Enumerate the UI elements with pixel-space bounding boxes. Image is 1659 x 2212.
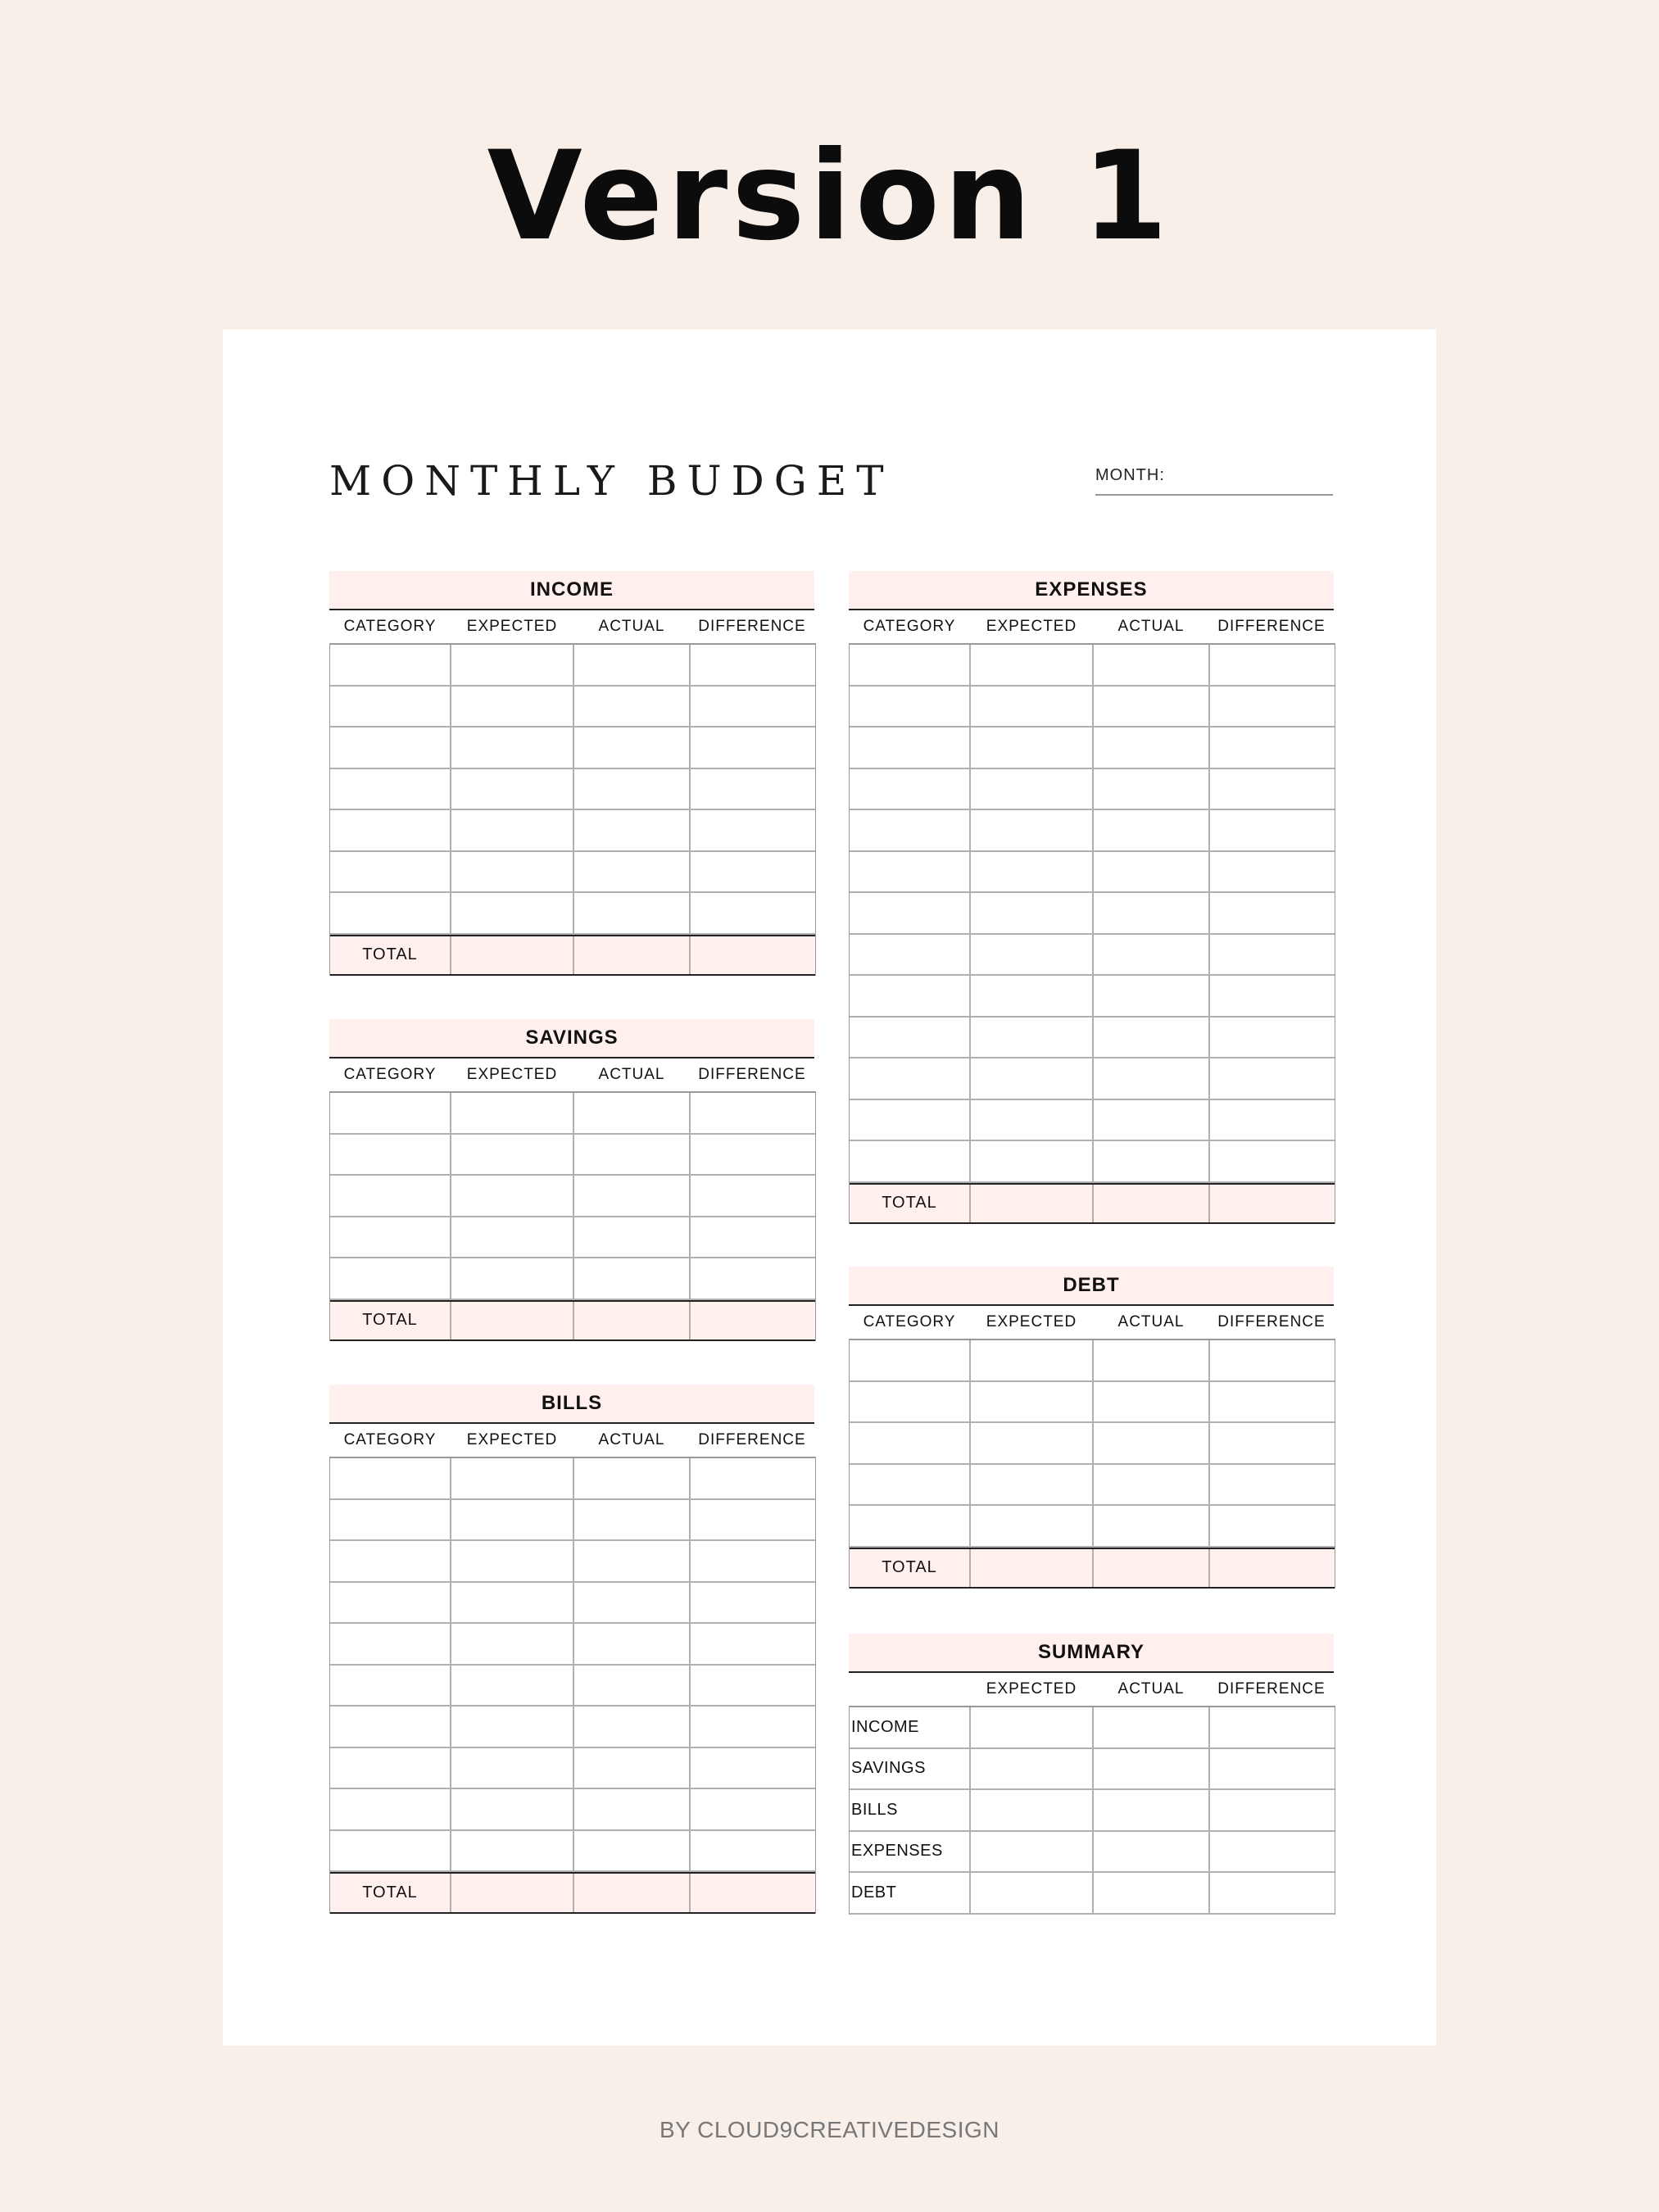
summary-row-label: INCOME [850,1707,971,1747]
table-cell[interactable] [1210,1018,1335,1058]
table-cell[interactable] [1210,1340,1335,1380]
table-row [850,810,1335,852]
table-cell[interactable] [1094,1141,1210,1181]
table-cell[interactable] [574,1666,691,1706]
savings-col-header: CATEGORY [343,1066,437,1083]
table-cell[interactable] [691,1666,815,1706]
table-cell[interactable] [971,1141,1094,1181]
summary-grid [849,1706,1335,1915]
table-cell[interactable] [971,1790,1094,1830]
table-row [330,687,815,728]
table-cell[interactable] [691,1458,815,1498]
expenses-col-header: DIFFERENCE [1217,618,1326,635]
table-row [850,1141,1335,1183]
table-row [850,1506,1335,1548]
table-cell[interactable] [1210,810,1335,850]
table-cell[interactable] [1210,1749,1335,1789]
table-cell[interactable] [691,645,815,685]
total-cell[interactable] [451,1874,574,1912]
table-row [330,893,815,935]
table-cell[interactable] [1094,1790,1210,1830]
total-cell[interactable] [451,936,574,975]
table-cell[interactable] [1210,852,1335,892]
table-cell[interactable] [451,1583,574,1623]
expenses-col-header: CATEGORY [863,618,956,635]
table-row [330,1789,815,1831]
table-cell[interactable] [451,1541,574,1581]
debt-total-row [850,1548,1335,1589]
total-label: TOTAL [850,1549,971,1588]
table-cell[interactable] [971,1749,1094,1789]
table-cell[interactable] [330,1707,451,1747]
table-cell[interactable] [971,1382,1094,1422]
bills-total-row [330,1872,815,1914]
table-cell[interactable] [691,893,815,933]
total-cell[interactable] [574,1302,691,1340]
table-cell[interactable] [971,810,1094,850]
total-cell[interactable] [574,1874,691,1912]
table-cell[interactable] [1094,1506,1210,1546]
table-cell[interactable] [1094,1018,1210,1058]
table-cell[interactable] [451,1093,574,1133]
savings-column-headers [329,1058,814,1093]
table-cell[interactable] [451,645,574,685]
debt-section-title: DEBT [849,1267,1334,1306]
expenses-section-title: EXPENSES [849,571,1334,610]
table-row [850,1100,1335,1142]
table-row [850,769,1335,811]
table-cell[interactable] [451,1831,574,1871]
table-cell[interactable] [574,1624,691,1664]
table-cell[interactable] [574,1541,691,1581]
table-cell[interactable] [330,1831,451,1871]
table-cell[interactable] [1094,1423,1210,1463]
summary-col-header [849,1673,970,1706]
income-col-header: EXPECTED [466,618,558,635]
table-cell[interactable] [971,935,1094,975]
table-cell[interactable] [971,1018,1094,1058]
table-cell[interactable] [574,1583,691,1623]
table-cell[interactable] [691,728,815,768]
table-cell[interactable] [574,1789,691,1829]
table-cell[interactable] [574,769,691,809]
table-cell[interactable] [850,1423,971,1463]
table-row [330,1666,815,1707]
table-cell[interactable] [1210,1832,1335,1872]
table-cell[interactable] [451,1135,574,1175]
table-cell[interactable] [850,1018,971,1058]
table-cell[interactable] [451,1458,574,1498]
table-cell[interactable] [971,1423,1094,1463]
savings-section-title: SAVINGS [329,1019,814,1058]
table-cell[interactable] [971,1707,1094,1747]
table-row [330,1093,815,1135]
table-cell[interactable] [1094,1100,1210,1140]
table-cell[interactable] [1210,1141,1335,1181]
table-cell[interactable] [1210,1100,1335,1140]
table-cell[interactable] [1094,1340,1210,1380]
total-label: TOTAL [330,1302,451,1340]
table-cell[interactable] [1094,645,1210,685]
table-cell[interactable] [971,976,1094,1016]
table-cell[interactable] [451,1666,574,1706]
table-cell[interactable] [971,769,1094,809]
table-cell[interactable] [691,1500,815,1540]
table-row [330,1500,815,1542]
month-field[interactable] [1095,466,1333,496]
table-cell[interactable] [1210,728,1335,768]
table-row [330,1258,815,1300]
table-cell[interactable] [850,687,971,727]
table-cell[interactable] [330,893,451,933]
table-cell[interactable] [1210,1382,1335,1422]
table-row [330,1831,815,1873]
table-cell[interactable] [330,687,451,727]
table-cell[interactable] [971,1506,1094,1546]
table-cell[interactable] [330,728,451,768]
table-cell[interactable] [691,769,815,809]
table-cell[interactable] [1210,1873,1335,1913]
table-cell[interactable] [574,1500,691,1540]
table-row [330,1624,815,1666]
month-label: MONTH: [1095,466,1165,484]
table-cell[interactable] [1094,976,1210,1016]
table-cell[interactable] [574,893,691,933]
total-cell[interactable] [1094,1549,1210,1588]
table-cell[interactable] [691,687,815,727]
table-cell[interactable] [451,810,574,850]
table-cell[interactable] [574,1258,691,1299]
table-row [330,1707,815,1748]
table-cell[interactable] [574,1093,691,1133]
table-cell[interactable] [330,1093,451,1133]
table-cell[interactable] [574,687,691,727]
table-cell[interactable] [1210,893,1335,933]
table-cell[interactable] [574,1217,691,1258]
table-row [330,1217,815,1259]
table-cell[interactable] [330,1624,451,1664]
total-cell[interactable] [691,1874,815,1912]
table-cell[interactable] [691,1583,815,1623]
table-cell[interactable] [971,852,1094,892]
table-cell[interactable] [330,1583,451,1623]
expenses-column-headers [849,610,1334,645]
savings-grid [329,1091,816,1341]
income-grid [329,643,816,976]
bills-section-title: BILLS [329,1385,814,1424]
table-row [850,976,1335,1018]
table-cell[interactable] [451,852,574,892]
budget-sheet [223,329,1436,2046]
table-cell[interactable] [850,1100,971,1140]
table-cell[interactable] [330,1789,451,1829]
table-row [850,1707,1335,1749]
table-cell[interactable] [1210,1058,1335,1099]
table-cell[interactable] [971,1340,1094,1380]
expenses-col-header: ACTUAL [1117,618,1185,635]
table-cell[interactable] [850,1465,971,1505]
table-cell[interactable] [574,728,691,768]
table-cell[interactable] [330,1666,451,1706]
table-cell[interactable] [574,1748,691,1788]
total-cell[interactable] [971,1185,1094,1223]
bills-column-headers [329,1424,814,1458]
table-cell[interactable] [1094,893,1210,933]
table-cell[interactable] [971,1465,1094,1505]
version-title: Version 1 [487,125,1172,268]
table-row [330,810,815,852]
table-cell[interactable] [1094,852,1210,892]
table-row [330,1458,815,1500]
table-cell[interactable] [850,1058,971,1099]
table-cell[interactable] [330,810,451,850]
table-cell[interactable] [1094,728,1210,768]
table-cell[interactable] [1210,1423,1335,1463]
debt-column-headers [849,1306,1334,1340]
table-cell[interactable] [451,1500,574,1540]
table-cell[interactable] [691,1707,815,1747]
table-cell[interactable] [451,1748,574,1788]
table-cell[interactable] [850,935,971,975]
summary-col-header: ACTUAL [1117,1680,1185,1698]
total-cell[interactable] [574,936,691,975]
table-cell[interactable] [574,852,691,892]
table-cell[interactable] [691,852,815,892]
total-cell[interactable] [1094,1185,1210,1223]
total-label: TOTAL [330,1874,451,1912]
table-cell[interactable] [691,1093,815,1133]
table-cell[interactable] [451,728,574,768]
table-cell[interactable] [330,769,451,809]
table-cell[interactable] [330,1176,451,1216]
budget-title: MONTHLY BUDGET [329,457,894,505]
total-cell[interactable] [451,1302,574,1340]
income-col-header: CATEGORY [343,618,437,635]
table-cell[interactable] [971,687,1094,727]
table-row [330,769,815,811]
table-cell[interactable] [574,1831,691,1871]
table-row [330,1176,815,1217]
table-cell[interactable] [971,728,1094,768]
table-cell[interactable] [1094,935,1210,975]
bills-grid [329,1457,816,1914]
table-cell[interactable] [850,810,971,850]
bills-col-header: DIFFERENCE [698,1431,806,1448]
table-cell[interactable] [1094,769,1210,809]
table-cell[interactable] [330,1258,451,1299]
table-cell[interactable] [1210,1707,1335,1747]
table-cell[interactable] [1094,810,1210,850]
table-cell[interactable] [691,1217,815,1258]
table-row [850,1423,1335,1465]
table-row [850,1749,1335,1791]
summary-row-label: EXPENSES [850,1832,971,1872]
total-cell[interactable] [1210,1549,1335,1588]
table-row [330,645,815,687]
table-row [850,728,1335,769]
table-cell[interactable] [691,1789,815,1829]
debt-col-header: DIFFERENCE [1217,1313,1326,1330]
table-cell[interactable] [574,1707,691,1747]
table-row [330,728,815,769]
total-cell[interactable] [691,1302,815,1340]
table-cell[interactable] [451,687,574,727]
table-cell[interactable] [850,976,971,1016]
table-row [330,1135,815,1176]
table-cell[interactable] [330,1135,451,1175]
total-cell[interactable] [691,936,815,975]
table-row [850,1340,1335,1382]
table-row [850,1058,1335,1100]
table-row [850,1832,1335,1874]
savings-col-header: ACTUAL [598,1066,665,1083]
table-row [850,1873,1335,1915]
table-cell[interactable] [451,1624,574,1664]
total-cell[interactable] [971,1549,1094,1588]
table-row [330,1541,815,1583]
debt-col-header: CATEGORY [863,1313,956,1330]
table-cell[interactable] [1210,645,1335,685]
table-cell[interactable] [691,1831,815,1871]
bills-col-header: ACTUAL [598,1431,665,1448]
credit-line: BY CLOUD9CREATIVEDESIGN [659,2117,999,2142]
income-column-headers [329,610,814,645]
table-cell[interactable] [850,645,971,685]
table-cell[interactable] [1094,1707,1210,1747]
table-row [850,935,1335,977]
table-cell[interactable] [691,1135,815,1175]
table-cell[interactable] [1094,1832,1210,1872]
expenses-col-header: EXPECTED [986,618,1077,635]
summary-section-title: SUMMARY [849,1634,1334,1673]
expenses-total-row [850,1183,1335,1225]
table-cell[interactable] [850,769,971,809]
table-cell[interactable] [1094,1749,1210,1789]
table-cell[interactable] [574,1458,691,1498]
table-cell[interactable] [691,1624,815,1664]
table-cell[interactable] [451,893,574,933]
table-cell[interactable] [574,645,691,685]
summary-row-label: DEBT [850,1873,971,1913]
table-cell[interactable] [1094,687,1210,727]
table-row [850,1465,1335,1507]
summary-column-headers [849,1673,1334,1707]
table-cell[interactable] [850,1141,971,1181]
table-cell[interactable] [1210,935,1335,975]
total-cell[interactable] [1210,1185,1335,1223]
table-cell[interactable] [691,1541,815,1581]
table-cell[interactable] [451,769,574,809]
total-label: TOTAL [330,936,451,975]
summary-col-header: DIFFERENCE [1217,1680,1326,1698]
table-cell[interactable] [850,728,971,768]
table-cell[interactable] [1094,1382,1210,1422]
table-cell[interactable] [971,1058,1094,1099]
table-cell[interactable] [1210,769,1335,809]
savings-col-header: EXPECTED [466,1066,558,1083]
summary-col-header: EXPECTED [986,1680,1077,1698]
summary-row-label: BILLS [850,1790,971,1830]
table-row [850,1018,1335,1059]
table-row [850,645,1335,687]
table-cell[interactable] [1210,687,1335,727]
table-cell[interactable] [850,852,971,892]
table-cell[interactable] [850,1506,971,1546]
table-cell[interactable] [971,893,1094,933]
income-total-row [330,935,815,977]
table-cell[interactable] [330,852,451,892]
savings-col-header: DIFFERENCE [698,1066,806,1083]
debt-col-header: EXPECTED [986,1313,1077,1330]
debt-col-header: ACTUAL [1117,1313,1185,1330]
income-col-header: ACTUAL [598,618,665,635]
table-row [850,1790,1335,1832]
table-cell[interactable] [451,1789,574,1829]
table-row [850,852,1335,894]
table-cell[interactable] [1094,1058,1210,1099]
table-cell[interactable] [330,1500,451,1540]
table-row [850,1382,1335,1424]
table-cell[interactable] [691,1258,815,1299]
table-row [330,1583,815,1625]
table-cell[interactable] [330,645,451,685]
table-cell[interactable] [574,1176,691,1216]
table-row [330,852,815,894]
table-row [330,1748,815,1790]
table-cell[interactable] [691,1748,815,1788]
table-cell[interactable] [451,1707,574,1747]
table-cell[interactable] [1094,1873,1210,1913]
table-cell[interactable] [1210,976,1335,1016]
table-cell[interactable] [1210,1790,1335,1830]
table-cell[interactable] [850,893,971,933]
income-col-header: DIFFERENCE [698,618,806,635]
table-cell[interactable] [1210,1506,1335,1546]
table-cell[interactable] [971,1873,1094,1913]
table-cell[interactable] [971,1100,1094,1140]
table-cell[interactable] [691,1176,815,1216]
table-cell[interactable] [850,1382,971,1422]
table-cell[interactable] [1094,1465,1210,1505]
table-row [850,687,1335,728]
summary-row-label: SAVINGS [850,1749,971,1789]
table-cell[interactable] [971,1832,1094,1872]
table-cell[interactable] [1210,1465,1335,1505]
table-cell[interactable] [330,1217,451,1258]
table-cell[interactable] [971,645,1094,685]
table-cell[interactable] [574,1135,691,1175]
income-section-title: INCOME [329,571,814,610]
table-cell[interactable] [574,810,691,850]
table-cell[interactable] [850,1340,971,1380]
table-cell[interactable] [330,1748,451,1788]
bills-col-header: CATEGORY [343,1431,437,1448]
bills-col-header: EXPECTED [466,1431,558,1448]
expenses-grid [849,643,1335,1224]
total-label: TOTAL [850,1185,971,1223]
debt-grid [849,1339,1335,1589]
table-cell[interactable] [451,1217,574,1258]
table-row [850,893,1335,935]
table-cell[interactable] [330,1458,451,1498]
table-cell[interactable] [451,1258,574,1299]
table-cell[interactable] [691,810,815,850]
table-cell[interactable] [330,1541,451,1581]
table-cell[interactable] [451,1176,574,1216]
savings-total-row [330,1300,815,1342]
